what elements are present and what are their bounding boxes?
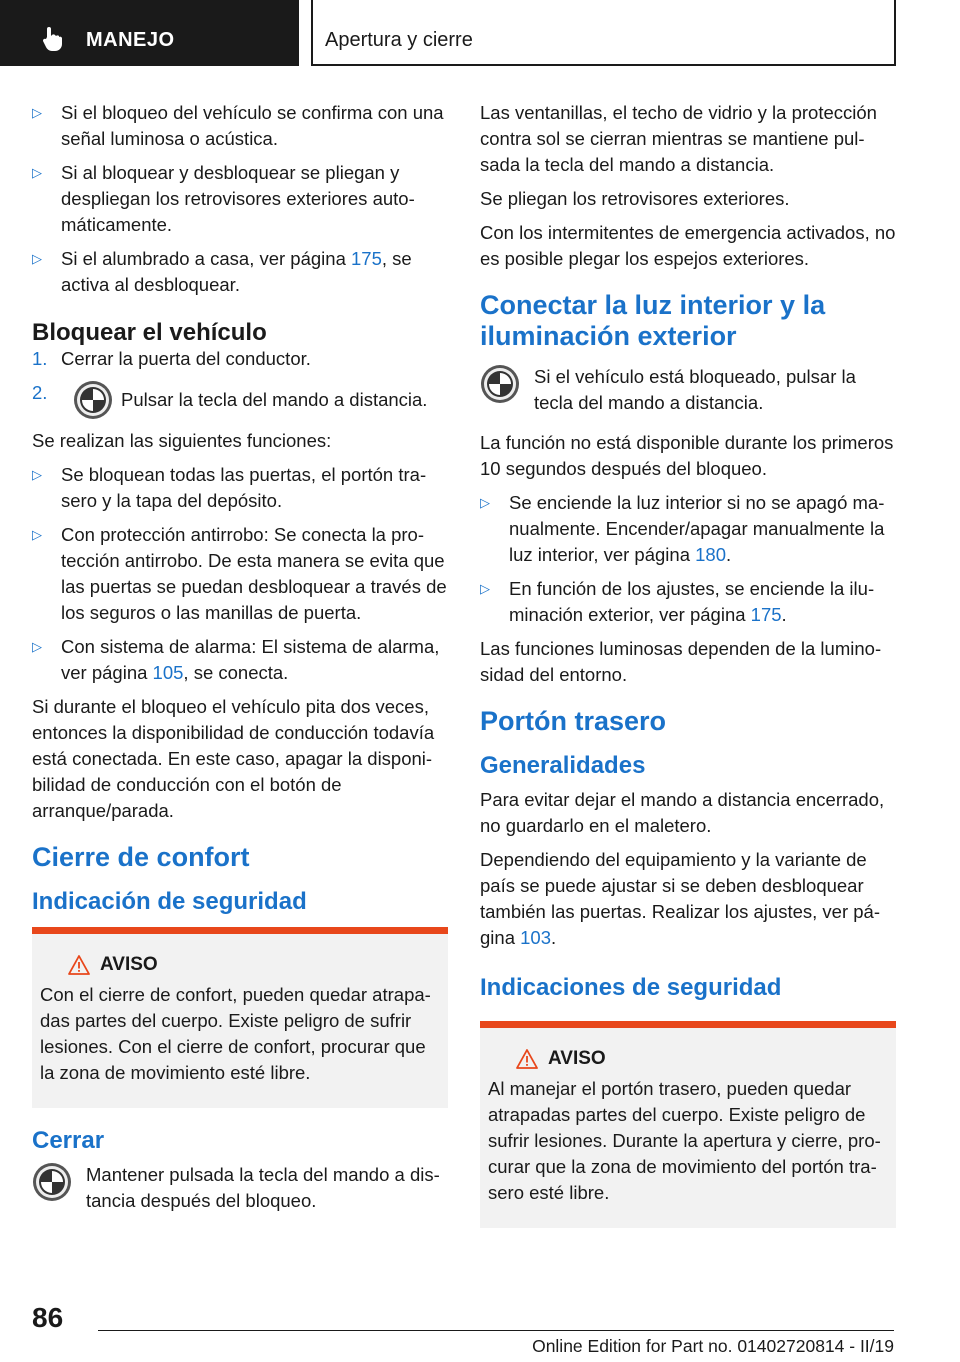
warning-box [480, 1021, 896, 1228]
key-instruction: Si el vehículo está bloqueado, pulsar la tecla del mando a distancia. [480, 364, 896, 416]
heading-lock-vehicle: Bloquear el vehículo [32, 319, 267, 346]
chapter-title: Apertura y cierre [325, 29, 473, 51]
paragraph: Las funciones luminosas dependen de la luminosidad del entorno. [480, 638, 882, 685]
step-list [32, 346, 448, 420]
warning-triangle-icon [516, 1049, 538, 1069]
paragraph: La función no está disponible durante los primeros 10 segundos después del bloqueo. [480, 432, 894, 479]
bmw-key-button-icon [32, 1162, 72, 1202]
left-column [32, 100, 448, 1228]
heading-general: Generalidades [480, 752, 646, 779]
hand-touch-icon [38, 24, 66, 52]
page-link[interactable]: 105 [152, 662, 184, 683]
right-column [480, 100, 896, 1246]
bmw-key-button-icon [73, 380, 113, 420]
step-item: 2. Pulsar la tecla del mando a distancia. [32, 380, 448, 420]
warning-title: AVISO [100, 954, 158, 975]
footer-divider [98, 1330, 894, 1331]
list-item: ▷ Se enciende la luz interior si no se apagó manualmente. Encender/apagar manualmente la luz interior, ver página 180. [480, 492, 885, 565]
paragraph: Dependiendo del equipamiento y la variante de país se puede ajustar si se deben desbloquear también las puertas. Realizar los ajustes, ver página 103. [480, 849, 881, 948]
section-label: MANEJO [86, 29, 175, 51]
list-item: ▷ Si el alumbrado a casa, ver página 175, se activa al desbloquear. [32, 248, 412, 295]
paragraph: Las ventanillas, el techo de vidrio y la protección contra sol se cierran mientras se mantiene pulsada la tecla del mando a distancia. [480, 102, 877, 175]
condition-list [32, 100, 448, 298]
list-item: ▷ En función de los ajustes, se enciende la iluminación exterior, ver página 175. [480, 578, 875, 625]
page-link[interactable]: 180 [695, 544, 727, 565]
triangle-bullet-icon: ▷ [32, 165, 42, 180]
page-number: 86 [32, 1302, 64, 1333]
list-item: ▷ Si al bloquear y desbloquear se pliegan y despliegan los retrovisores exteriores automáticamente. [32, 162, 415, 235]
triangle-bullet-icon: ▷ [32, 467, 42, 482]
warning-box [32, 927, 448, 1108]
triangle-bullet-icon: ▷ [32, 105, 42, 120]
edition-note: Online Edition for Part no. 01402720814 - II/19 [532, 1336, 894, 1356]
triangle-bullet-icon: ▷ [32, 527, 42, 542]
paragraph: Se pliegan los retrovisores exteriores. [480, 188, 790, 209]
page-link[interactable]: 103 [520, 927, 551, 948]
warning-triangle-icon [68, 955, 90, 975]
page-link[interactable]: 175 [351, 248, 382, 269]
warning-text: Con el cierre de confort, pueden quedar atrapadas partes del cuerpo. Existe peligro de sufrir lesiones. Con el cierre de confort, procurar que la zona de movimiento esté libre. [40, 984, 431, 1083]
paragraph: Si durante el bloqueo el vehículo pita dos veces, entonces la disponibilidad de conducción todavía está conectada. En este caso, apagar la disponibilidad de conducción con el botón de arranque/parada. [32, 696, 435, 821]
heading-safety-note: Indicación de seguridad [32, 888, 307, 915]
triangle-bullet-icon: ▷ [480, 581, 490, 596]
heading-interior-light: Conectar la luz interior y la iluminación exterior [480, 290, 826, 351]
list-item: ▷ Si el bloqueo del vehículo se confirma con una señal luminosa o acústica. [32, 102, 444, 149]
step-item: 1. Cerrar la puerta del conductor. [32, 348, 311, 369]
key-instruction: Mantener pulsada la tecla del mando a distancia después del bloqueo. [32, 1162, 448, 1214]
heading-comfort-close: Cierre de confort [32, 842, 250, 872]
triangle-bullet-icon: ▷ [480, 495, 490, 510]
list-item: ▷ Con protección antirrobo: Se conecta la protección antirrobo. De esta manera se evita que las puertas se puedan desbloquear a través de los seguros o las manillas de puerta. [32, 524, 447, 623]
triangle-bullet-icon: ▷ [32, 251, 42, 266]
page-link[interactable]: 175 [750, 604, 782, 625]
paragraph: Para evitar dejar el mando a distancia encerrado, no guardarlo en el maletero. [480, 789, 885, 836]
heading-safety-notes: Indicaciones de seguridad [480, 974, 782, 1001]
warning-title: AVISO [548, 1048, 606, 1069]
warning-text: Al manejar el portón trasero, pueden quedar atrapadas partes del cuerpo. Existe peligro de sufrir lesiones. Durante la apertura y cierre, procurar que la zona de movimiento del portón trasero esté libre. [488, 1078, 881, 1203]
function-list [32, 462, 448, 686]
paragraph: Con los intermitentes de emergencia activados, no es posible plegar los espejos exteriores. [480, 222, 896, 269]
triangle-bullet-icon: ▷ [32, 639, 42, 654]
bmw-key-button-icon [480, 364, 520, 404]
functions-intro: Se realizan las siguientes funciones: [32, 430, 332, 451]
light-list [480, 490, 896, 628]
list-item: ▷ Con sistema de alarma: El sistema de alarma, ver página 105, se conecta. [32, 636, 440, 683]
heading-close: Cerrar [32, 1127, 105, 1154]
heading-trunk: Portón trasero [480, 706, 667, 736]
list-item: ▷ Se bloquean todas las puertas, el portón trasero y la tapa del depósito. [32, 464, 427, 511]
